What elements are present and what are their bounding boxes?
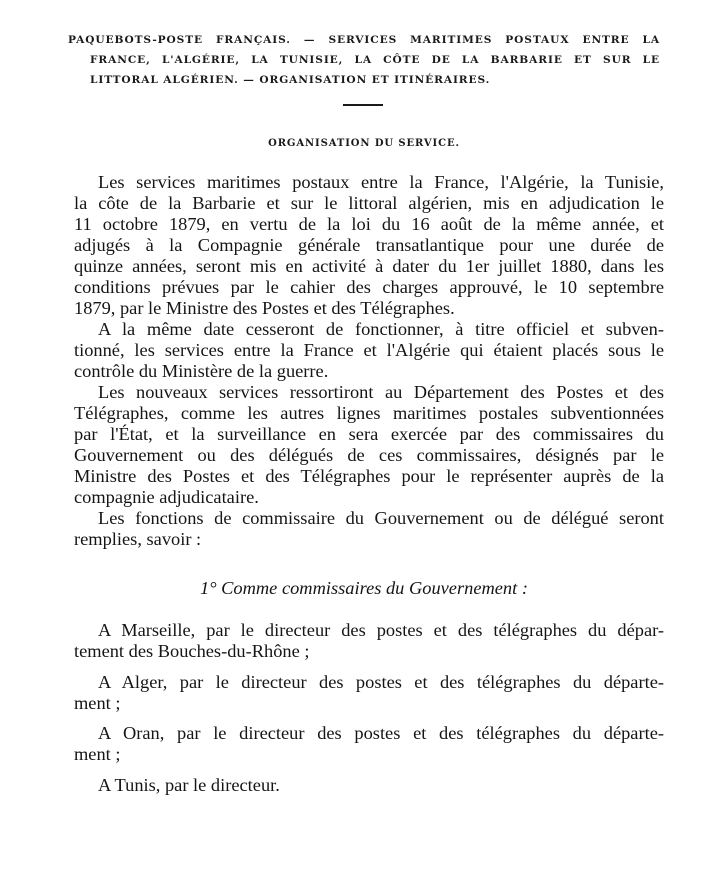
subheading: 1° Comme commissaires du Gouvernement : bbox=[200, 578, 528, 598]
p3-line-5: Ministre des Postes et des Télégraphes pour le représenter auprès de la bbox=[74, 466, 664, 486]
p4-line-2: remplies, savoir : bbox=[74, 529, 202, 549]
marseille-line-2: tement des Bouches-du-Rhône ; bbox=[74, 641, 310, 661]
p1-line-3: 11 octobre 1879, en vertu de la loi du 16 août de la même année, et bbox=[74, 214, 664, 234]
marseille-line-1: A Marseille, par le directeur des postes et des télégraphes du dépar- bbox=[98, 620, 664, 640]
header-divider bbox=[343, 104, 383, 106]
p4-line-1: Les fonctions de commissaire du Gouvernement ou de délégué seront bbox=[98, 508, 664, 528]
header-line-1: PAQUEBOTS-POSTE FRANÇAIS. — SERVICES MARITIMES POSTAUX ENTRE LA bbox=[68, 34, 660, 46]
p1-line-6: conditions prévues par le cahier des charges approuvé, le 10 septembre bbox=[74, 277, 664, 297]
oran-line-2: ment ; bbox=[74, 744, 121, 764]
p3-line-6: compagnie adjudicataire. bbox=[74, 487, 259, 507]
alger-line-2: ment ; bbox=[74, 693, 121, 713]
p3-line-2: Télégraphes, comme les autres lignes maritimes postales subventionnées bbox=[74, 403, 664, 423]
p3-line-1: Les nouveaux services ressortiront au Département des Postes et des bbox=[98, 382, 664, 402]
p3-line-3: par l'État, et la surveillance en sera exercée par des commissaires du bbox=[74, 424, 664, 444]
alger-line-1: A Alger, par le directeur des postes et des télégraphes du départe- bbox=[98, 672, 664, 692]
p1-line-1: Les services maritimes postaux entre la France, l'Algérie, la Tunisie, bbox=[98, 172, 664, 192]
p2-line-1: A la même date cesseront de fonctionner, à titre officiel et subven- bbox=[98, 319, 664, 339]
section-title: ORGANISATION DU SERVICE. bbox=[268, 138, 460, 149]
p1-line-2: la côte de la Barbarie et sur le littoral algérien, mis en adjudication le bbox=[74, 193, 664, 213]
p2-line-2: tionné, les services entre la France et l'Algérie qui étaient placés sous le bbox=[74, 340, 664, 360]
p1-line-7: 1879, par le Ministre des Postes et des Télégraphes. bbox=[74, 298, 455, 318]
header-line-2: FRANCE, L'ALGÉRIE, LA TUNISIE, LA CÔTE DE LA BARBARIE ET SUR LE bbox=[90, 54, 660, 66]
p1-line-5: quinze années, seront mis en activité à dater du 1er juillet 1880, dans les bbox=[74, 256, 664, 276]
p3-line-4: Gouvernement ou des délégués de ces commissaires, désignés par le bbox=[74, 445, 664, 465]
p2-line-3: contrôle du Ministère de la guerre. bbox=[74, 361, 329, 381]
oran-line-1: A Oran, par le directeur des postes et des télégraphes du départe- bbox=[98, 723, 664, 743]
tunis-line: A Tunis, par le directeur. bbox=[98, 775, 280, 795]
p1-line-4: adjugés à la Compagnie générale transatlantique pour une durée de bbox=[74, 235, 664, 255]
header-line-3: LITTORAL ALGÉRIEN. — ORGANISATION ET ITINÉRAIRES. bbox=[90, 74, 491, 86]
